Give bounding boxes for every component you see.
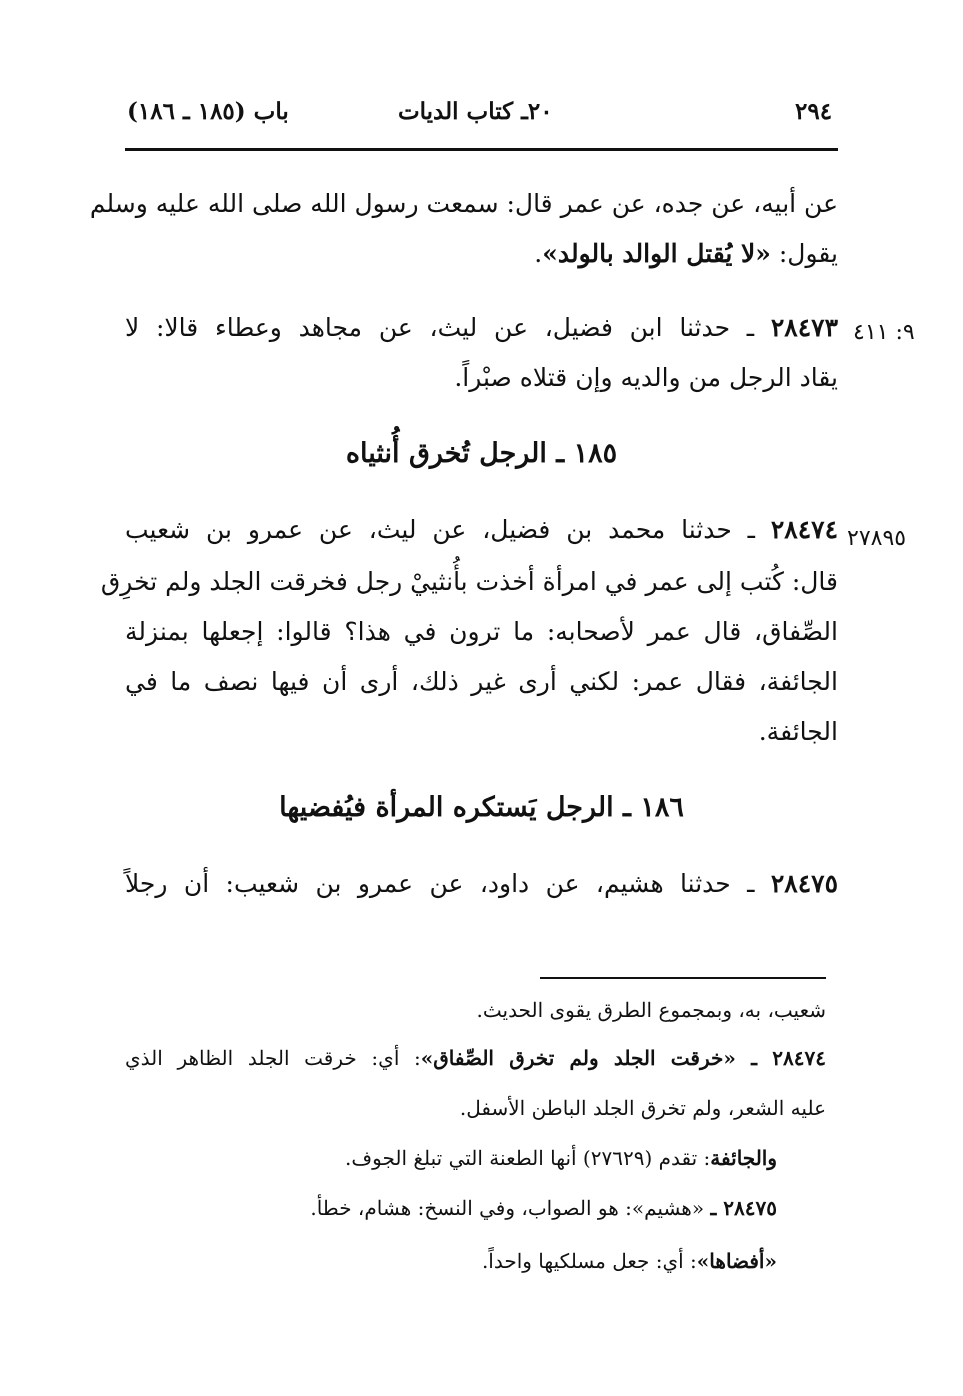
text-line: يقاد الرجل من والديه وإن قتلاه صبْراً. xyxy=(454,363,838,392)
footnote-term: «أفضاها» xyxy=(696,1249,777,1273)
section-heading: ١٨٥ ـ الرجل تُخرق أُنثياه xyxy=(345,438,618,469)
hadith-number: ٢٨٤٧٣ xyxy=(770,313,838,342)
text-segment: : أي: جعل مسلكيها واحداً. xyxy=(481,1249,697,1273)
margin-reference: ٢٧٨٩٥ xyxy=(847,526,907,551)
text-segment: «هشيم»: هو الصواب، وفي النسخ: هشام، خطأ. xyxy=(310,1196,711,1220)
text-line: الصِّفاق، قال عمر لأصحابه: ما ترون في هذا؟ قالوا: إجعلها بمنزلة xyxy=(125,617,838,646)
hadith-line xyxy=(125,512,838,548)
footnote-number: ٢٨٤٧٥ ـ xyxy=(710,1196,777,1220)
text-line xyxy=(534,236,838,272)
footnote-line: شعيب، به، وبمجموع الطرق يقوى الحديث. xyxy=(476,998,826,1022)
text-segment: ـ حدثنا محمد بن فضيل، عن ليث، عن عمرو بن شعيب xyxy=(125,515,771,544)
footnote-line xyxy=(482,1246,777,1276)
book-title: ٢٠ـ كتاب الديات xyxy=(398,98,553,125)
footnote-line xyxy=(310,1193,777,1223)
margin-reference: ٩: ٤١١ xyxy=(853,320,915,345)
footnote-term: والجائفة xyxy=(710,1146,777,1170)
page-number: ٢٩٤ xyxy=(795,98,833,125)
text-line: قال: كُتب إلى عمر في امرأة أخذت بأُنثييْ رجل فخرقت الجلد ولم تخرِق xyxy=(100,567,838,596)
text-segment: ـ حدثنا ابن فضيل، عن ليث، عن مجاهد وعطاء قالا: لا xyxy=(125,313,771,342)
text-segment: : تقدم (٢٧٦٢٩) أنها الطعنة التي تبلغ الجوف. xyxy=(345,1146,711,1170)
header-rule xyxy=(125,148,838,151)
hadith-line xyxy=(125,310,838,346)
text-line: عن أبيه، عن جده، عن عمر قال: سمعت رسول الله صلى الله عليه وسلم xyxy=(89,189,838,218)
text-segment: : أي: خرقت الجلد الظاهر الذي xyxy=(125,1046,421,1070)
text-line: الجائفة. xyxy=(758,717,838,746)
footnote-number: ٢٨٤٧٤ ـ xyxy=(751,1046,826,1070)
section-heading: ١٨٦ ـ الرجل يَستكره المرأة فيُفضيها xyxy=(279,792,684,823)
hadith-line xyxy=(125,866,838,902)
chapter-range: باب (١٨٥ ـ ١٨٦) xyxy=(127,98,289,125)
hadith-number: ٢٨٤٧٥ xyxy=(770,869,838,898)
hadith-quote: «لا يُقتل الوالد بالولد» xyxy=(542,239,771,268)
footnote-rule xyxy=(540,977,826,979)
footnote-line xyxy=(125,1043,826,1073)
text-segment: . xyxy=(534,239,543,268)
text-segment: يقول: xyxy=(770,239,838,268)
text-segment: ـ حدثنا هشيم، عن داود، عن عمرو بن شعيب: أن رجلاً xyxy=(125,869,771,898)
footnote-line: عليه الشعر، ولم تخرق الجلد الباطن الأسفل. xyxy=(459,1096,826,1120)
text-line: الجائفة، فقال عمر: لكني أرى غير ذلك، أرى أن فيها نصف ما في xyxy=(125,667,838,696)
footnote-line xyxy=(345,1143,777,1173)
footnote-term: «خرقت الجلد ولم تخرق الصِّفاق» xyxy=(420,1046,752,1070)
hadith-number: ٢٨٤٧٤ xyxy=(770,515,838,544)
